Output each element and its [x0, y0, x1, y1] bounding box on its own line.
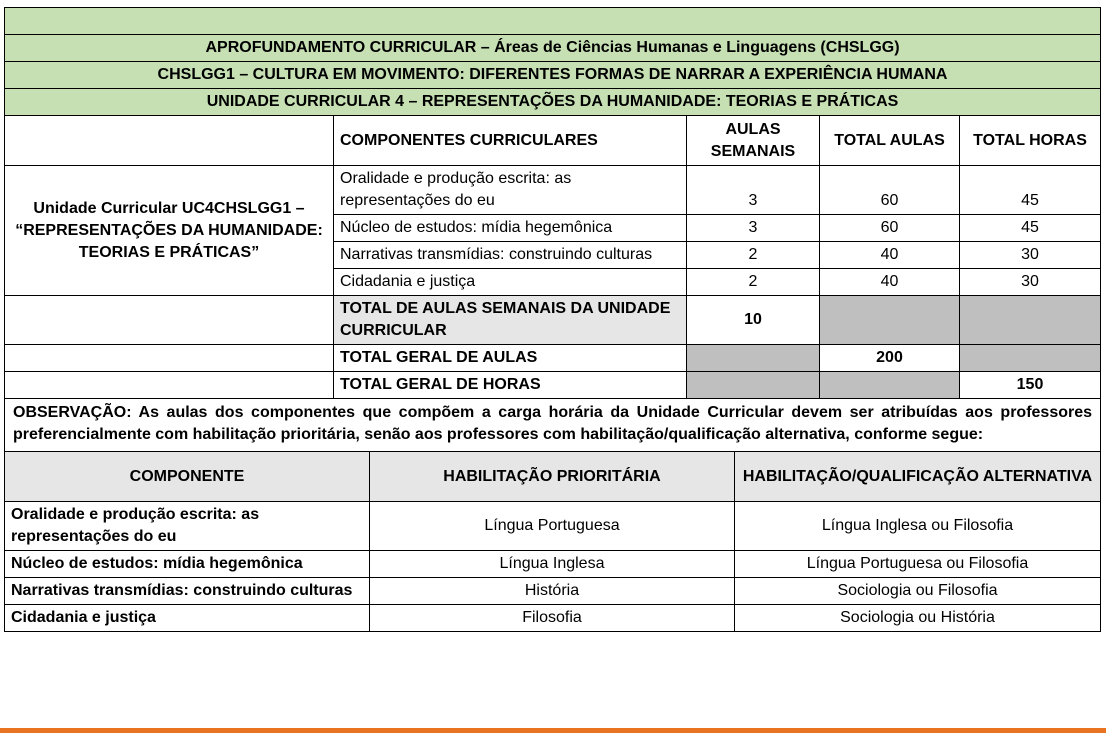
document-page — [4, 7, 1100, 632]
row-total-horas: 30 — [960, 269, 1101, 296]
total-semanais-value: 10 — [687, 296, 820, 345]
total-horas-row — [5, 372, 1101, 399]
row-componente: Oralidade e produção escrita: as representações do eu — [334, 166, 687, 215]
row-prioritaria: História — [370, 578, 735, 605]
habilitacao-table — [4, 451, 1101, 632]
total-horas-label: TOTAL GERAL DE HORAS — [334, 372, 687, 399]
row-total-horas: 45 — [960, 215, 1101, 242]
row-componente: Núcleo de estudos: mídia hegemônica — [5, 551, 370, 578]
row-prioritaria: Língua Portuguesa — [370, 502, 735, 551]
gray-cell — [687, 372, 820, 399]
habilitacao-header-row — [5, 452, 1101, 502]
col-total-horas: TOTAL HORAS — [960, 116, 1101, 166]
row-alternativa: Sociologia ou História — [735, 605, 1101, 632]
total-semanais-row — [5, 296, 1101, 345]
curriculum-table — [4, 7, 1101, 452]
row-alternativa: Língua Portuguesa ou Filosofia — [735, 551, 1101, 578]
row-total-horas: 45 — [960, 166, 1101, 215]
row-componente: Núcleo de estudos: mídia hegemônica — [334, 215, 687, 242]
empty-header-row — [5, 8, 1101, 35]
row-aulas: 2 — [687, 242, 820, 269]
row-prioritaria: Língua Inglesa — [370, 551, 735, 578]
row-prioritaria: Filosofia — [370, 605, 735, 632]
gray-cell — [820, 296, 960, 345]
col-aulas-semanais: AULAS SEMANAIS — [687, 116, 820, 166]
row-total-horas: 30 — [960, 242, 1101, 269]
total-aulas-row — [5, 345, 1101, 372]
row-componente: Cidadania e justiça — [5, 605, 370, 632]
observacao-text: OBSERVAÇÃO: As aulas dos componentes que compõem a carga horária da Unidade Curricular devem ser atribuídas aos professores preferencialmente com habilitação prioritária, senão aos professores com habilitação/qualificação alternativa, conforme segue: — [5, 399, 1101, 452]
unit-label: Unidade Curricular UC4CHSLGG1 – “REPRESENTAÇÕES DA HUMANIDADE: TEORIAS E PRÁTICAS” — [5, 166, 334, 296]
row-componente: Narrativas transmídias: construindo culturas — [5, 578, 370, 605]
row-alternativa: Sociologia ou Filosofia — [735, 578, 1101, 605]
gray-cell — [960, 296, 1101, 345]
empty-green-cell — [5, 8, 1101, 35]
row-total-aulas: 40 — [820, 269, 960, 296]
total-aulas-value: 200 — [820, 345, 960, 372]
observacao-row — [5, 399, 1101, 452]
row-total-aulas: 60 — [820, 166, 960, 215]
table-row — [5, 605, 1101, 632]
row-componente: Cidadania e justiça — [334, 269, 687, 296]
col-componente: COMPONENTE — [5, 452, 370, 502]
row-total-aulas: 60 — [820, 215, 960, 242]
row-total-aulas: 40 — [820, 242, 960, 269]
row-aulas: 3 — [687, 215, 820, 242]
row-componente: Narrativas transmídias: construindo culturas — [334, 242, 687, 269]
col-componentes: COMPONENTES CURRICULARES — [334, 116, 687, 166]
gray-cell — [687, 345, 820, 372]
blank-cell — [5, 296, 334, 345]
total-semanais-label: TOTAL DE AULAS SEMANAIS DA UNIDADE CURRICULAR — [334, 296, 687, 345]
row-aulas: 2 — [687, 269, 820, 296]
row-componente: Oralidade e produção escrita: as representações do eu — [5, 502, 370, 551]
row-aulas: 3 — [687, 166, 820, 215]
col-habilitacao-alternativa: HABILITAÇÃO/QUALIFICAÇÃO ALTERNATIVA — [735, 452, 1101, 502]
col-habilitacao-prioritaria: HABILITAÇÃO PRIORITÁRIA — [370, 452, 735, 502]
table-row — [5, 502, 1101, 551]
blank-header-cell — [5, 116, 334, 166]
row-alternativa: Língua Inglesa ou Filosofia — [735, 502, 1101, 551]
table-row — [5, 166, 1101, 215]
header-line-3: UNIDADE CURRICULAR 4 – REPRESENTAÇÕES DA HUMANIDADE: TEORIAS E PRÁTICAS — [5, 89, 1101, 116]
gray-cell — [820, 372, 960, 399]
header-line-1: APROFUNDAMENTO CURRICULAR – Áreas de Ciências Humanas e Linguagens (CHSLGG) — [5, 35, 1101, 62]
orange-footer-bar — [0, 728, 1106, 733]
blank-cell — [5, 372, 334, 399]
col-total-aulas: TOTAL AULAS — [820, 116, 960, 166]
table-row — [5, 578, 1101, 605]
total-horas-value: 150 — [960, 372, 1101, 399]
total-aulas-label: TOTAL GERAL DE AULAS — [334, 345, 687, 372]
blank-cell — [5, 345, 334, 372]
gray-cell — [960, 345, 1101, 372]
column-header-row — [5, 116, 1101, 166]
table-row — [5, 551, 1101, 578]
header-line-2: CHSLGG1 – CULTURA EM MOVIMENTO: DIFERENTES FORMAS DE NARRAR A EXPERIÊNCIA HUMANA — [5, 62, 1101, 89]
